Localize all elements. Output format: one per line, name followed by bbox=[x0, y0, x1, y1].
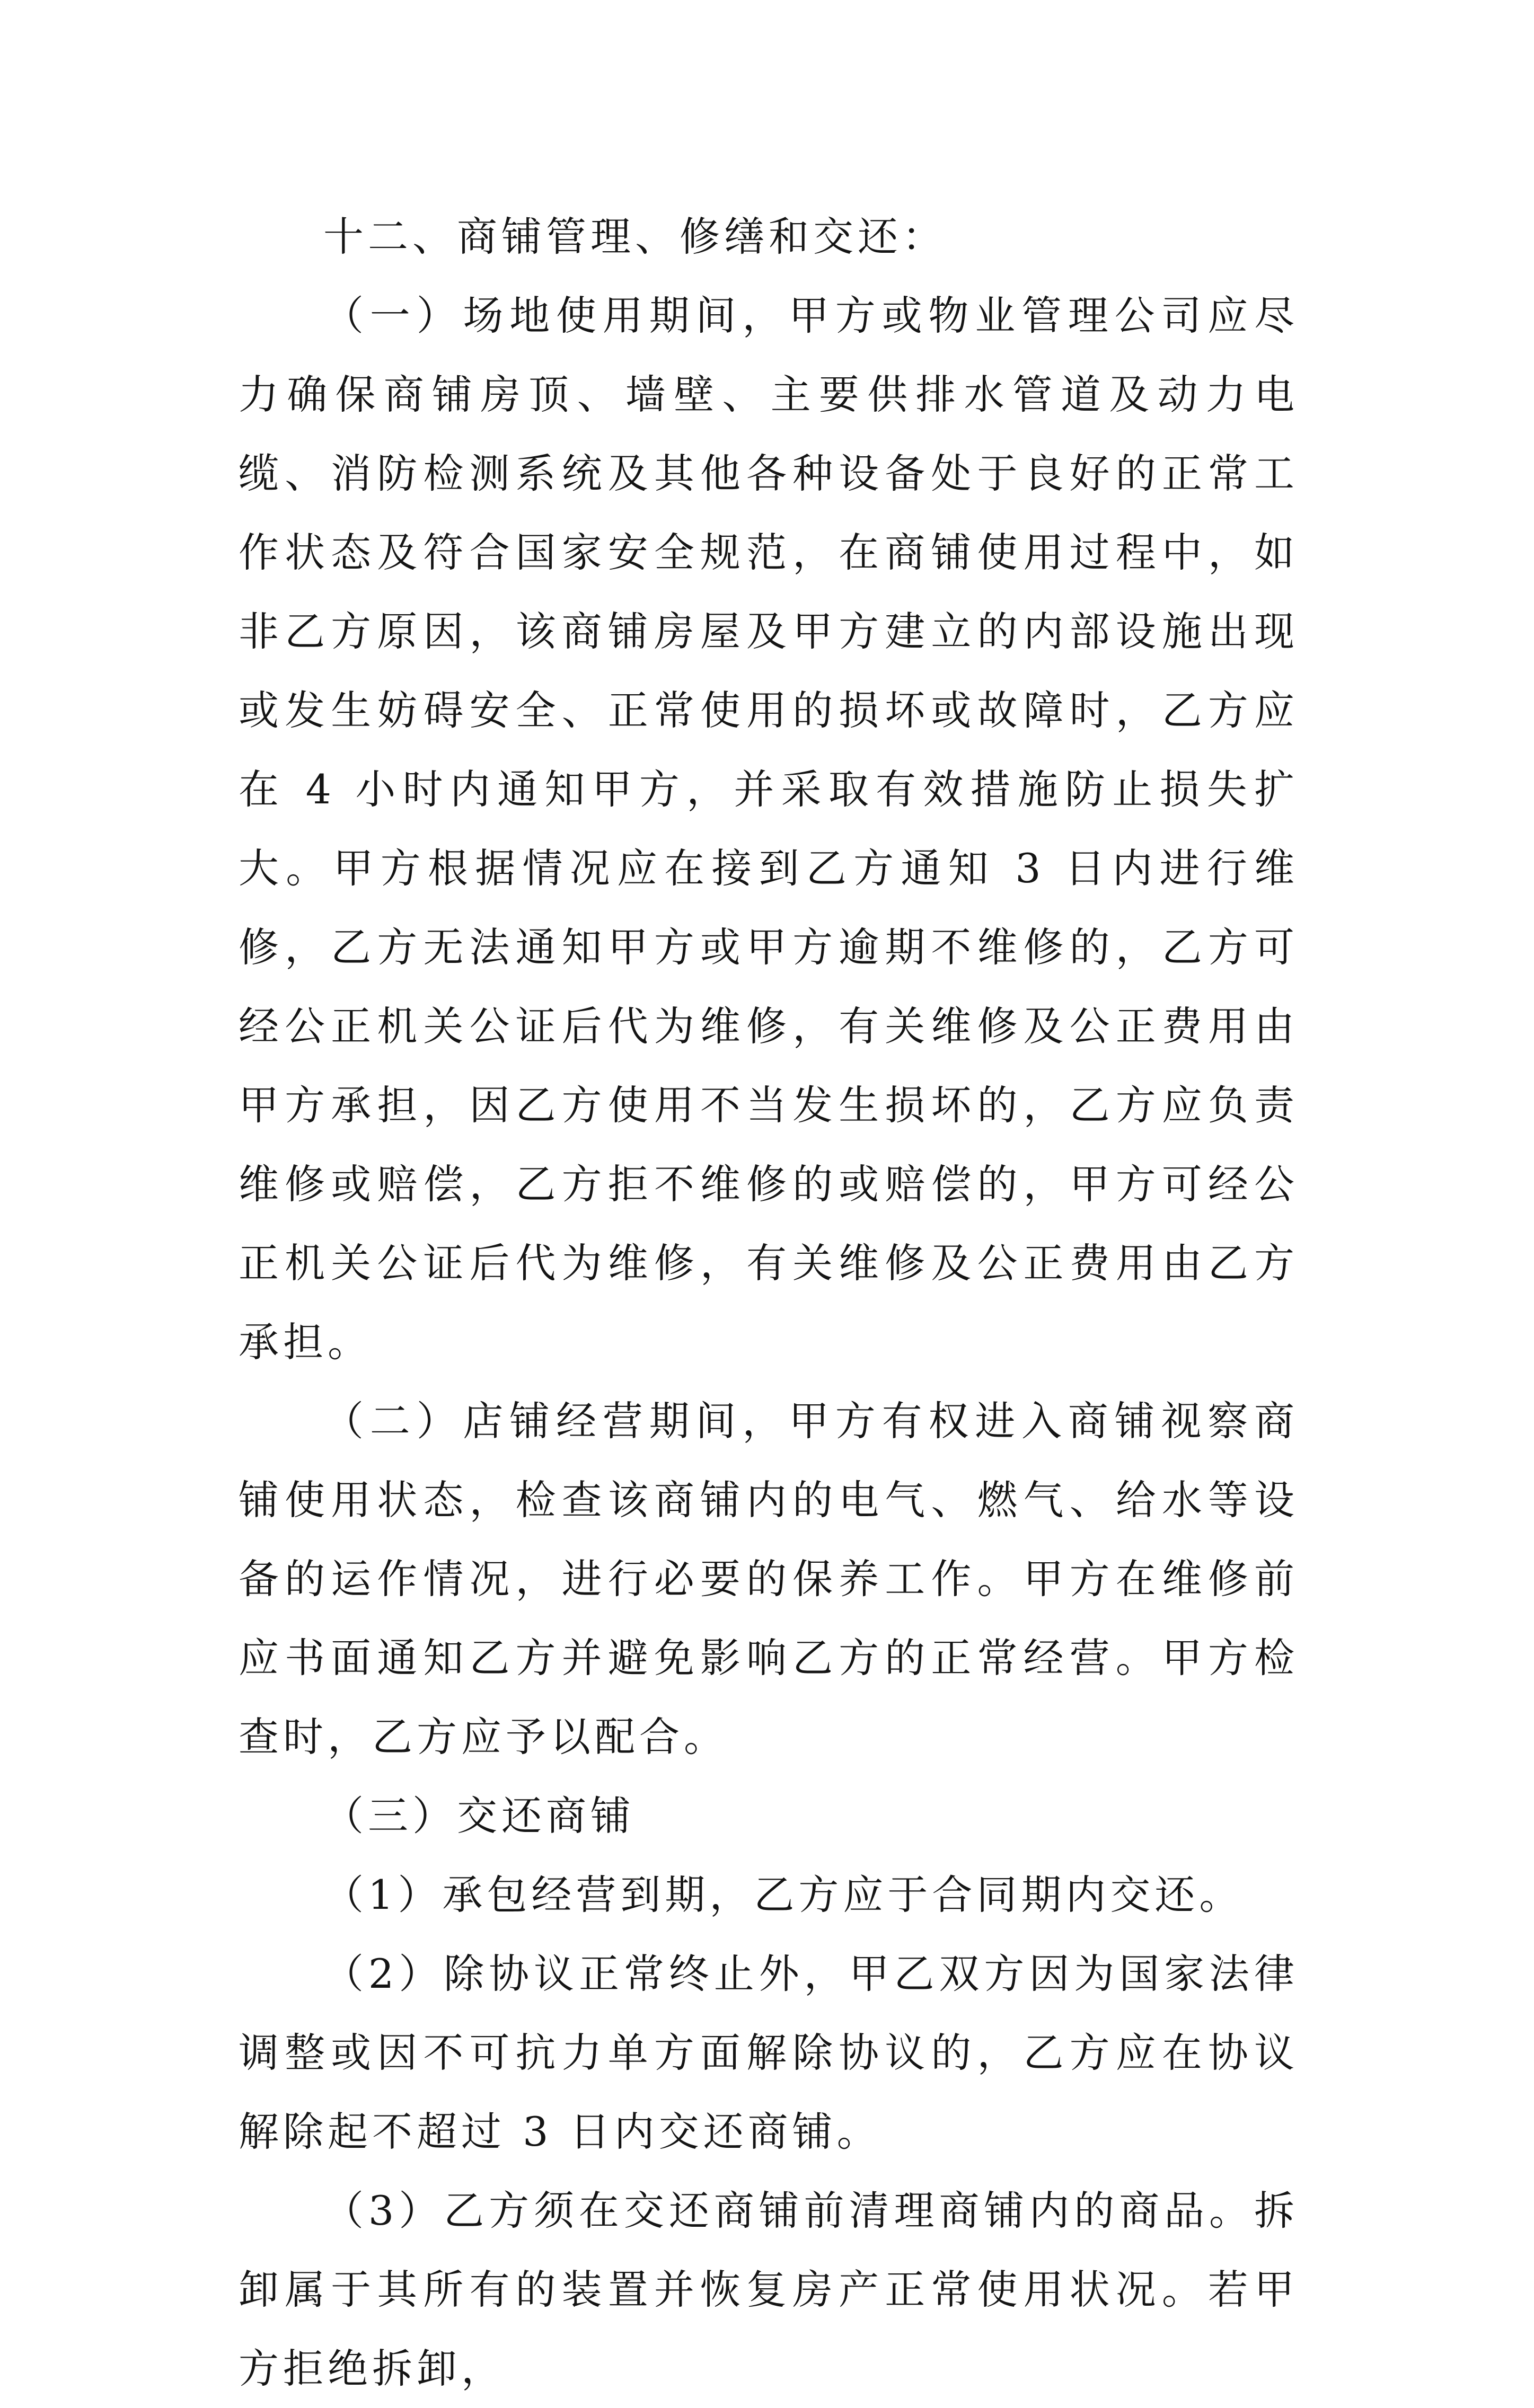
clause-1-paragraph: （一）场地使用期间，甲方或物业管理公司应尽力确保商铺房顶、墙壁、主要供排水管道及动力电缆、消防检测系统及其他各种设备处于良好的正常工作状态及符合国家安全规范，在商铺使用过程中，如非乙方原因，该商铺房屋及甲方建立的内部设施出现或发生妨碍安全、正常使用的损坏或故障时，乙方应在 4 小时内通知甲方，并采取有效措施防止损失扩大。甲方根据情况应在接到乙方通知 3 日内进行维修，乙方无法通知甲方或甲方逾期不维修的，乙方可经公正机关公证后代为维修，有关维修及公正费用由甲方承担，因乙方使用不当发生损坏的，乙方应负责维修或赔偿，乙方拒不维修的或赔偿的，甲方可经公正机关公证后代为维修，有关维修及公正费用由乙方承担。 bbox=[239, 292, 1299, 1366]
clause-2-paragraph: （二）店铺经营期间，甲方有权进入商铺视察商铺使用状态，检查该商铺内的电气、燃气、给水等设备的运作情况，进行必要的保养工作。甲方在维修前应书面通知乙方并避免影响乙方的正常经营。甲方检查时，乙方应予以配合。 bbox=[239, 1397, 1299, 1760]
clause-3-item-3: （3）乙方须在交还商铺前清理商铺内的商品。拆卸属于其所有的装置并恢复房产正常使用状况。若甲方拒绝拆卸， bbox=[239, 2187, 1299, 2392]
document-body bbox=[239, 197, 1299, 2408]
clause-3-item-1: （1）承包经营到期，乙方应于合同期内交还。 bbox=[323, 1871, 1244, 1918]
clause-3-heading: （三）交还商铺 bbox=[323, 1792, 635, 1839]
section-heading: 十二、商铺管理、修缮和交还： bbox=[323, 213, 947, 260]
clause-3-item-2: （2）除协议正常终止外，甲乙双方因为国家法律调整或因不可抗力单方面解除协议的，乙方应在协议解除起不超过 3 日内交还商铺。 bbox=[239, 1950, 1299, 2155]
